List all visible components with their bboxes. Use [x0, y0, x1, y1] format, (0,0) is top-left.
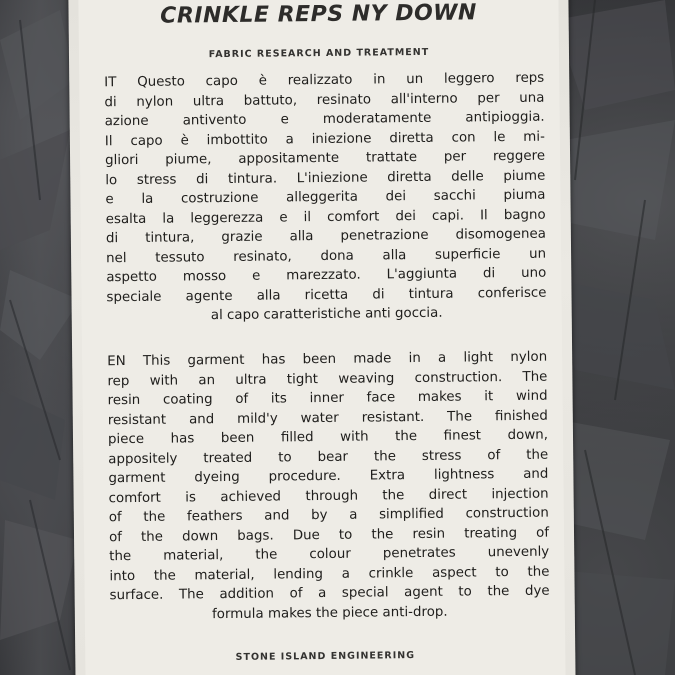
- care-label: [68, 0, 575, 675]
- italian-line: IT Questo capo è realizzato in un leggero reps: [104, 70, 545, 91]
- italian-line: aspetto mosso e marezzato. L'aggiunta di uno: [106, 265, 547, 286]
- english-line: the material, the colour penetrates unevenly: [109, 544, 550, 565]
- italian-line: Il capo è imbottito a iniezione diretta con le mi-: [104, 129, 545, 149]
- english-line: comfort is achieved through the direct injection: [108, 486, 549, 506]
- english-line: resin coating of its inner face makes it wind: [107, 388, 548, 409]
- english-line: garment dyeing procedure. Extra lightness and: [108, 466, 549, 487]
- italian-line: esalta la leggerezza e il comfort dei capi. Il bagno: [105, 207, 546, 227]
- nylon-fabric-left: [0, 0, 80, 675]
- english-line: formula makes the piece anti-drop.: [211, 604, 448, 622]
- italian-line: azione antivento e moderatamente antipioggia.: [104, 109, 545, 130]
- italian-line: nel tessuto resinato, dona alla superficie un: [106, 246, 547, 266]
- label-title: CRINKLE REPS NY DOWN: [160, 0, 478, 29]
- english-line: EN This garment has been made in a light nylon: [107, 349, 548, 370]
- english-line: piece has been filled with the finest down,: [107, 427, 549, 448]
- label-subtitle: FABRIC RESEARCH AND TREATMENT: [208, 46, 430, 61]
- italian-line: al capo caratteristiche anti goccia.: [210, 305, 443, 324]
- english-paragraph: [107, 348, 550, 626]
- italian-line: di tintura, grazie alla penetrazione disomogenea: [105, 226, 546, 247]
- italian-line: speciale agente alla ricetta di tintura conferisce: [106, 285, 547, 305]
- english-line: rep with an ultra tight weaving construction. The: [107, 369, 548, 389]
- italian-line: gliori piume, appositamente trattate per reggere: [105, 148, 546, 169]
- italian-line: lo stress di tintura. L'iniezione diretta delle piume: [105, 168, 546, 188]
- label-footer: STONE ISLAND ENGINEERING: [235, 650, 416, 663]
- english-line: resistant and mild'y water resistant. The finished: [107, 408, 548, 428]
- italian-paragraph: [104, 69, 547, 327]
- english-line: into the material, lending a crinkle aspect to the: [109, 564, 550, 584]
- italian-line: di nylon ultra battuto, resinato all'interno per una: [104, 90, 545, 110]
- english-line: appositely treated to bear the stress of the: [108, 447, 549, 467]
- italian-line: e la costruzione alleggerita dei sacchi piuma: [105, 187, 546, 208]
- english-line: of the down bags. Due to the resin treating of: [108, 525, 550, 545]
- care-label-face: [78, 0, 565, 675]
- english-line: surface. The addition of a special agent to the dye: [109, 583, 550, 604]
- english-line: of the feathers and by a simplified construction: [108, 505, 549, 526]
